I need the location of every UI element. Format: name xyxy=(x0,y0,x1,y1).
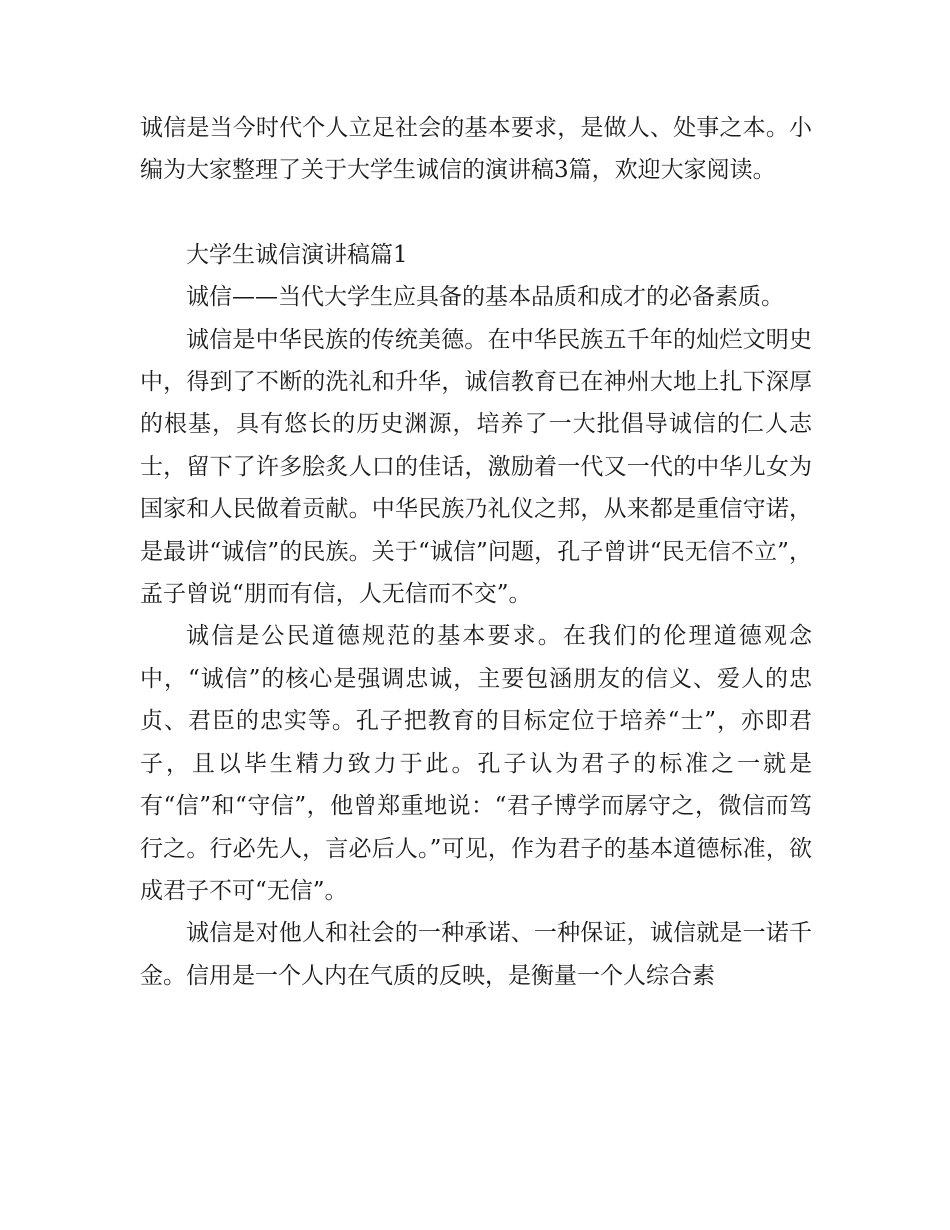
document-page xyxy=(140,107,812,997)
body-paragraph-1: 诚信——当代大学生应具备的基本品质和成才的必备素质。 xyxy=(186,284,784,311)
body-paragraph-3: 诚信是公民道德规范的基本要求。在我们的伦理道德观念中，“诚信”的核心是强调忠诚，主要包涵朋友的信义、爱人的忠贞、君臣的忠实等。孔子把教育的目标定位于培养“士”，亦即君子，且以毕生精力致力于此。孔子认为君子的标准之一就是有“信”和“守信”，他曾郑重地说：“君子博学而孱守之，微信而笃行之。行必先人，言必后人。”可见，作为君子的基本道德标准，欲成君子不可“无信”。 xyxy=(140,623,812,904)
body-paragraph-2: 诚信是中华民族的传统美德。在中华民族五千年的灿烂文明史中，得到了不断的洗礼和升华，诚信教育已在神州大地上扎下深厚的根基，具有悠长的历史渊源，培养了一大批倡导诚信的仁人志士，留下了许多脍炙人口的佳话，激励着一代又一代的中华儿女为国家和人民做着贡献。中华民族乃礼仪之邦，从来都是重信守诺，是最讲“诚信”的民族。关于“诚信”问题，孔子曾讲“民无信不立”，孟子曾说“朋而有信，人无信而不交”。 xyxy=(140,326,812,608)
body-paragraph-4: 诚信是对他人和社会的一种承诺、一种保证，诚信就是一诺千金。信用是一个人内在气质的反映，是衡量一个人综合素 xyxy=(140,920,812,989)
intro-paragraph: 诚信是当今时代个人立足社会的基本要求，是做人、处事之本。小编为大家整理了关于大学生诚信的演讲稿3篇，欢迎大家阅读。 xyxy=(140,115,812,184)
section-title: 大学生诚信演讲稿篇1 xyxy=(186,241,408,268)
